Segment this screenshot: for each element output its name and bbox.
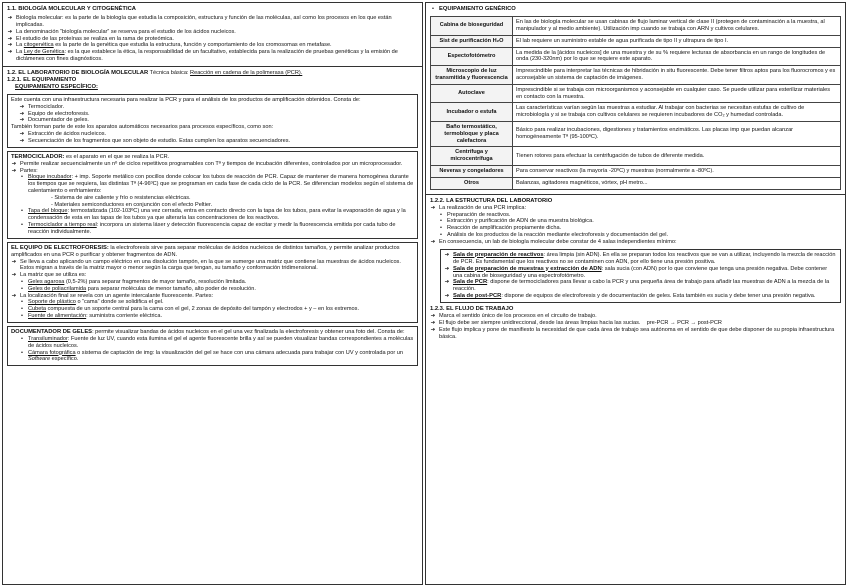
equipment-name: Otros <box>431 177 513 189</box>
list-item: ➔ Secuenciación de los fragmentos que son objeto de estudio. Estas cumplen los aparatos secuenciadores. <box>19 137 291 144</box>
bullet-icon: • <box>21 299 23 306</box>
section-1-2-1-title: 1.2.1. EL EQUIPAMIENTO <box>7 76 77 83</box>
box-rooms <box>440 249 841 304</box>
list-item: • Termociclador a tiempo real: incorpora un sistema láser y detección fluorescencia capaz de excitar y medir la fluorescencia emitida por cada tubo de reacción individualmente. <box>11 222 414 236</box>
list-item: ➔ La citogenética es la parte de la genética que estudia la estructura, función y comportamiento de los cromosomas en metafase. <box>7 42 332 49</box>
list-item: ➔ La localización final se revela con un agente intercalante fluorescente. Partes: <box>11 292 214 299</box>
bullet-icon: • <box>440 218 442 225</box>
bullet-icon: • <box>440 211 442 218</box>
list-item: • Cámara fotográfica o sistema de captación de img: la visualización del gel se hace con una cámara adecuada para trabajar con UV y controlada por un Software específico. <box>11 350 414 364</box>
table-row <box>431 122 841 147</box>
workflow-sequence: pre-PCR → PCR → post-PCR <box>646 320 722 327</box>
list-item: ➔ Sala de preparación de muestras y extracción de ADN: sala sucia (con ADN) por lo que conviene que tenga una presión negativa. Debe contener una cabina de bioseguridad y una espectrofotómetro. <box>444 265 828 279</box>
box-equipment: Este cuenta con una infraestructura necesaria para realizar la PCR y para el análisis de los productos de amplificación obtenidos. Consta de: ➔ Termociclador. ➔ Equipo de electroforesis. ➔ Documentador de geles. También forman parte de este los aparatos automáticos necesarios para procesos específicos, como son: ➔ Extracción de ácidos nucleicos. ➔ Secuenciación de los fragmentos que son objeto de estudio. Estas cumplen los aparatos secuenciadores. <box>7 94 418 148</box>
bullet-icon: • <box>21 222 23 228</box>
bullet-icon: • <box>440 232 442 238</box>
list-item: ➔ Partes: <box>11 167 38 174</box>
equipment-description: Para conservar reactivos (la mayoría -20ºC) y muestras (normalmente a -80ºC). <box>513 166 841 178</box>
equipment-description: Básico para realizar incubaciones, digestiones y tratamientos enzimáticos. Las placas imp que puedan alcanzar homogéneamente Tª (95-100ºC). <box>513 122 841 147</box>
box-electrophoresis: EL EQUIPO DE ELECTROFORESIS: la electroforesis sirve para separar moléculas de ácidos nucleicos de distintos tamaños, y permite analizar productos amplificados en una PCR o purificar y obtener fragmentos de ADN. ➔ Se lleva a cabo aplicando un campo eléctrico en una disolución tampón, en la que se sumerge una matriz que contiene las muestras de ácidos nucleicos. Estos migran a través de la matriz mayor o menor según la carga que tengan, su tamaño y conformación tridimensional. ➔ La matriz que se utiliza es: • Geles agarosa (0,5-2%) para separar fragmentos de mayor tamaño, resolución limitada. • Geles de poliacrilamida para separar moléculas de menor tamaño, alto poder de resolución. ➔ La localización final se revela con un agente intercalante fluorescente. Partes: • Soporte de plástico o “cama” donde se solidifica el gel. • Cubeta compuesta de un soporte central para la cama con el gel, 2 zonas de depósito del tampón y electrodos + y – en los extremos. • Fuente de alimentación: suministra corriente eléctrica. <box>7 242 418 323</box>
equipment-description: En las de biología molecular se usan cabinas de flujo laminar vertical de clase II (protegen de contaminación a la muestra, al manipulador y al medio ambiente). Utilización imp cuando se trabaja con ARN y cultivos celulares. <box>513 17 841 36</box>
list-item: • Preparación de reactivos. <box>430 212 841 219</box>
arrow-icon: ➔ <box>7 42 13 49</box>
arrow-icon: ➔ <box>19 103 25 110</box>
bullet-icon: • <box>21 306 23 313</box>
arrow-icon: ➔ <box>19 131 25 137</box>
list-item: • Análisis de los productos de la reacción mediante electroforesis y documentación del gel. <box>430 232 841 239</box>
list-item: ➔ La Ley de Genética: es la que establece la ética, la responsabilidad de un facultativo, establecida para la realización de pruebas genéticas y la emisión de dictámenes con fines diagnósticos. <box>7 49 398 62</box>
list-item: • Transiluminador: Fuente de luz UV, cuando esta ilumina el gel el agente fluorescente brilla y así se pueden visualizar bandas correspondientes a moléculas de ácidos nucleicos. <box>11 336 414 350</box>
list-item: • Geles agarosa (0,5-2%) para separar fragmentos de mayor tamaño, resolución limitada. <box>11 279 414 286</box>
arrow-icon: ➔ <box>444 293 450 300</box>
table-row <box>431 84 841 103</box>
equipment-description: El lab requiere un suministro estable de agua purificada de tipo II y ultrapura de tipo I. <box>513 35 841 47</box>
box-thermocycler: TERMOCICLADOR: es el aparato en el que se realiza la PCR. ➔ Permite realizar secuencialmente un nº de ciclos repetitivos programables con Tª y tiempos de incubación diferentes, controlados por un microprocesador. ➔ Partes: • Bloque incubador: + imp. Soporte metálico con pocillos donde colocar los tubos de reacción de PCR. Capaz de mantener de manera homogénea durante los tiempos que se requiera, las distintas Tª (4-96ºC) que se programan en cada fase de cada ciclo de la PCR. Se diferencian modelos según el sistema de calentamiento o enfriamiento: - Sistema de aire caliente y frío o resistencias eléctricas. - Materiales semiconductores en conjunción con el efecto Peltier. • Tapa del bloque: termostatizada (102-103ºC) una vez cerrada, entra en contacto directo con la tapa de los tubos, para evitar la evaporación de agua y la condensación de esta en las tapas de los tubos ya que alteraría las concentraciones de los reactivos. • Termociclador a tiempo real: incorpora un sistema láser y detección fluorescencia capaz de excitar y medir la fluorescencia emitida por cada tubo de reacción individualmente. <box>7 151 418 239</box>
arrow-icon: ➔ <box>430 204 436 211</box>
equipment-description: Imprescindible para interpretar las técnicas de hibridación in situ fluorescente. Debe tener filtros aptos para los fluorocromos y es aconsejable un sistema de captación de imágenes. <box>513 66 841 85</box>
list-item: ➔ Extracción de ácidos nucleicos. <box>19 131 107 137</box>
list-item: ➔ Sala de preparación de reactivos: área limpia (sin ADN). En ella se preparan todos los reactivos que se van a utilizar, incluyendo la mezcla de reacción de PCR. Es fundamental que los reactivos no se contaminen con ADN, por ello tiene una presión positiva. <box>444 251 836 265</box>
list-item: ➔ El estudio de las proteínas se realiza en la rama de proteómica. <box>7 35 174 42</box>
equipment-name: Microscopio de luz transmitida y fluorescencia <box>431 66 513 85</box>
equipment-name: Incubador o estufa <box>431 103 513 122</box>
arrow-icon: ➔ <box>7 28 13 35</box>
equipment-description: Imprescindible si se trabaja con microorganismos y aconsejable en cualquier caso. Se puede utilizar para esterilizar materiales en contacto con la muestra. <box>513 84 841 103</box>
list-item: ➔ Biología molecular: es la parte de la biología que estudia la composición, estructura y función de las moléculas, así como los procesos en los que están implicadas. <box>7 15 392 28</box>
arrow-icon: ➔ <box>430 320 436 327</box>
bullet-icon: • <box>21 174 23 181</box>
arrow-icon: ➔ <box>19 110 25 117</box>
section-1-2-2-title: 1.2.2. LA ESTRUCTURA DEL LABORATORIO <box>430 197 553 204</box>
bullet-icon: • <box>21 313 23 319</box>
box-gel-documenter: DOCUMENTADOR DE GELES: permite visualizar bandas de ácidos nucleicos en el gel una vez finalizada la electroforesis y obtener una foto del. Consta de: • Transiluminador: Fuente de luz UV, cuando esta ilumina el gel el agente fluorescente brilla y así se pueden visualizar bandas correspondientes a moléculas de ácidos nucleicos. • Cámara fotográfica o sistema de captación de img: la visualización del gel se hace con una cámara adecuada para trabajar con UV y controlada por un Software específico. <box>7 326 418 366</box>
bullet-icon: • <box>21 335 23 342</box>
bullet-icon: • <box>432 6 434 12</box>
generic-equipment-title: • EQUIPAMIENTO GENÉRICO <box>430 6 841 13</box>
list-item: • Cubeta compuesta de un soporte central para la cama con el gel, 2 zonas de depósito del tampón y electrodos + y – en los extremos. <box>11 306 414 313</box>
arrow-icon: ➔ <box>444 265 450 272</box>
list-item: • Reacción de amplificación propiamente dicha. <box>430 225 841 232</box>
arrow-icon: ➔ <box>444 251 450 258</box>
bullet-icon: • <box>440 225 442 232</box>
list-item: • Bloque incubador: + imp. Soporte metálico con pocillos donde colocar los tubos de reacción de PCR. Capaz de mantener de manera homogénea durante los tiempos que se requiera, las distintas Tª (4-96ºC) que se programan en cada fase de cada ciclo de la PCR. Se diferencian modelos según el sistema de calentamiento o enfriamiento: <box>11 174 414 194</box>
bullet-icon: • <box>21 285 23 292</box>
arrow-icon: ➔ <box>19 137 25 144</box>
divider <box>426 194 845 195</box>
arrow-icon: ➔ <box>7 35 13 42</box>
list-item: ➔ La matriz que se utiliza es: <box>11 272 87 279</box>
table-row <box>431 35 841 47</box>
arrow-icon: ➔ <box>430 327 436 333</box>
list-item: ➔ La denominación “biología molecular” se reserva para el estudio de los ácidos nucleicos. <box>7 28 236 35</box>
equipment-name: Autoclave <box>431 84 513 103</box>
list-item: ➔ Sala de post-PCR: dispone de equipos de electroforesis y de documentación de geles. Esta también es sucia y debe tener una presión negativa. <box>444 293 816 300</box>
table-row <box>431 47 841 66</box>
list-item: ➔ Sala de PCR: dispone de termocicladores para llevar a cabo la PCR y una pequeña área de trabajo para añadir las muestras de ADN a la mezcla de la reacción. <box>444 279 830 293</box>
list-item: • Extracción y purificación de ADN de una muestra biológica. <box>430 218 841 225</box>
arrow-icon: ➔ <box>11 258 17 265</box>
list-item: ➔ Documentador de geles. <box>19 117 89 124</box>
arrow-icon: ➔ <box>11 167 17 174</box>
bullet-icon: • <box>21 278 23 285</box>
arrow-icon: ➔ <box>11 272 17 279</box>
list-item: ➔ En consecuencia, un lab de biología molecular debe constar de 4 salas independientes mínimo: <box>430 238 677 245</box>
arrow-icon: ➔ <box>11 160 17 167</box>
left-column <box>2 2 423 585</box>
arrow-icon: ➔ <box>7 49 13 56</box>
list-item: • Fuente de alimentación: suministra corriente eléctrica. <box>11 313 414 320</box>
arrow-icon: ➔ <box>11 292 17 299</box>
list-item: • Geles de poliacrilamida para separar moléculas de menor tamaño, alto poder de resolución. <box>11 286 414 293</box>
arrow-icon: ➔ <box>19 117 25 124</box>
equipment-name: Cabina de bioseguridad <box>431 17 513 36</box>
list-item: ➔ Equipo de electroforesis. <box>19 110 90 117</box>
right-column <box>425 2 846 585</box>
list-item: ➔ Este flujo implica y pone de manifiesto la necesidad de que cada área de trabajo sea autónoma en el sentido de que debe disponer de su propia infraestructura básica. <box>430 327 835 340</box>
equipment-table <box>430 16 841 190</box>
equipment-description: La medida de la [ácidos nucleicos] de una muestra y de su % requiere lecturas de absorbancia en un rango de longitudes de onda (230-320nm) por lo que se requiere este aparato. <box>513 47 841 66</box>
list-item: ➔ Se lleva a cabo aplicando un campo eléctrico en una disolución tampón, en la que se sumerge una matriz que contiene las muestras de ácidos nucleicos. Estos migran a través de la matriz mayor o menor según la carga que tengan, su tamaño y conformación tridimensional. <box>11 258 401 272</box>
equipment-description: Balanzas, agitadores magnéticos, vórtex, pH metro... <box>513 177 841 189</box>
equipment-name: Baño termostático, termobloque y placa calefactora <box>431 122 513 147</box>
arrow-icon: ➔ <box>430 313 436 320</box>
equipment-name: Sist de purificación H₂O <box>431 35 513 47</box>
arrow-icon: ➔ <box>444 279 450 286</box>
table-row <box>431 66 841 85</box>
equipment-description: Las características varían según las muestras a estudiar. Al trabajar con bacterias se necesitan estufas de cultivo de microbiología y si se trabaja con cultivos celulares se requieren incubadores de CO₂ y humedad controlada. <box>513 103 841 122</box>
arrow-icon: ➔ <box>7 15 13 22</box>
list-item: ➔ Marca el sentido único de los procesos en el circuito de trabajo. <box>430 313 597 320</box>
bullet-icon: • <box>21 208 23 215</box>
divider <box>3 66 422 67</box>
list-item: • Tapa del bloque: termostatizada (102-103ºC) una vez cerrada, entra en contacto directo con la tapa de los tubos, para evitar la evaporación de agua y la condensación de esta en las tapas de los tubos ya que alteraría las concentraciones de los reactivos. <box>11 208 414 222</box>
table-row <box>431 166 841 178</box>
arrow-icon: ➔ <box>430 238 436 245</box>
list-item: ➔ Permite realizar secuencialmente un nº de ciclos repetitivos programables con Tª y tiempos de incubación diferentes, controlados por un microprocesador. <box>11 160 403 167</box>
table-row <box>431 177 841 189</box>
list-item: • Soporte de plástico o “cama” donde se solidifica el gel. <box>11 299 414 306</box>
section-1-2-title: 1.2. EL LABORATORIO DE BIOLOGÍA MOLECULAR Técnica básica: Reacción en cadena de la polimerasa (PCR). <box>7 69 303 76</box>
list-item: ➔ El flujo debe ser siempre unidireccional, desde las áreas limpias hacia las sucias. pre-PCR → PCR → post-PCR <box>430 320 722 327</box>
section-1-1-title: 1.1. BIOLOGÍA MOLECULAR Y CITOGENÉTICA <box>7 6 136 12</box>
table-row <box>431 103 841 122</box>
table-row <box>431 17 841 36</box>
equipment-name: Espectofotómetro <box>431 47 513 66</box>
bullet-icon: • <box>21 349 23 356</box>
list-item: ➔ La realización de una PCR implica: <box>430 204 527 211</box>
subsection-title: EQUIPAMIENTO ESPECÍFICO: <box>15 83 98 90</box>
list-item: ➔ Termociclador. <box>19 103 65 110</box>
equipment-description: Tienen rotores para efectuar la centrifugación de tubos de diferente medida. <box>513 147 841 166</box>
section-1-2-3-title: 1.2.3. EL FLUJO DE TRABAJO <box>430 306 514 313</box>
table-row <box>431 147 841 166</box>
equipment-name: Centrífuga y microcentrífuga <box>431 147 513 166</box>
equipment-name: Neveras y congeladores <box>431 166 513 178</box>
